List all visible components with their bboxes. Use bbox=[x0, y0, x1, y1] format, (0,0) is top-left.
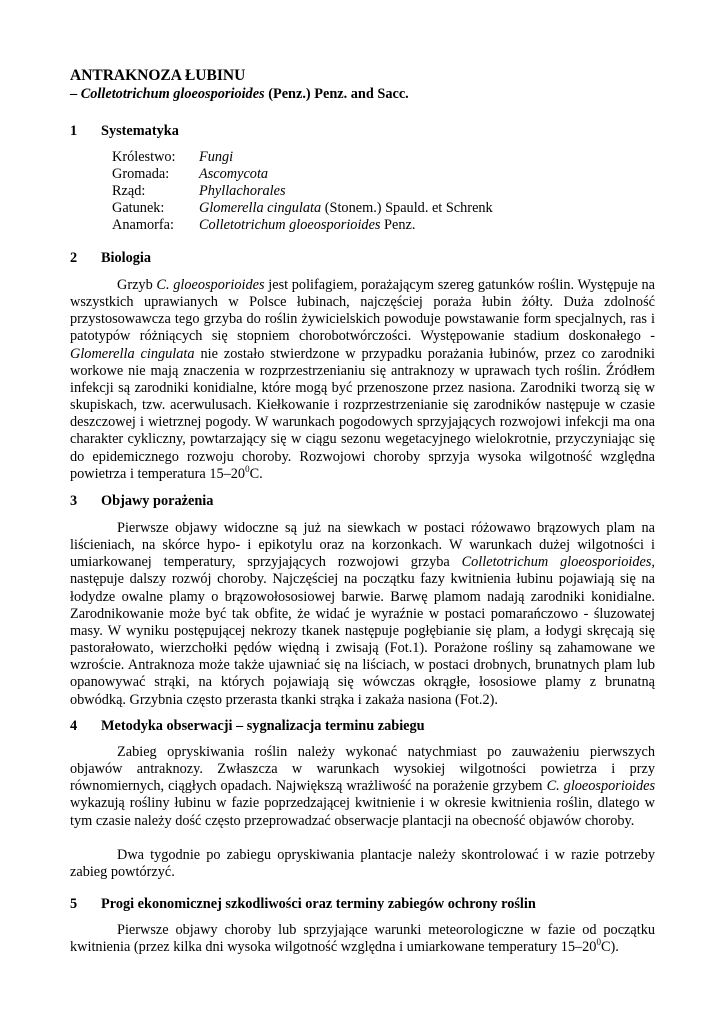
text-run: następuje dalszy rozwój choroby. Najczęściej na początku fazy kwitnienia łubinu pojawiają się na łodydze owalne plamy o brązowołososiowej barwie. Barwę plamom nadają zarodniki konidialne. Zarodnikowanie może być tak obfite, że widać je wyraźnie w postaci pomarańczowo - śluzowatej masy. W wyniku postępującej nekrozy tkanek następuje pogłębianie się plam, a łodygi skręcają się pastorałowato, wierzchołki pędów więdną i zwisają (Fot.1). Porażone rośliny są zahamowane we wzroście. Antraknoza może także ujawniać się na liściach, w postaci drobnych, brunatnych plam lub opanowywać strąki, na których pojawiają się wówczas okrągłe, łososiowe plamy z brunatną obwódką. Grzybnia często przerasta tkanki strąka i zakaża nasiona (Fot.2). bbox=[70, 571, 655, 708]
taxonomy-value-italic: Ascomycota bbox=[199, 166, 269, 182]
taxonomy-value-plain: (Stonem.) Spauld. et Schrenk bbox=[321, 200, 493, 216]
section-5-heading: Progi ekonomicznej szkodliwości oraz terminy zabiegów ochrony roślin bbox=[101, 896, 536, 912]
text-run: nie zostało stwierdzone w przypadku porażania łubinów, przez co zarodniki workowe nie mają znaczenia w rozprzestrzenianiu się antraknozy w uprawach tych roślin. Źródłem infekcji są zarodniki konidialne, które mogą być przenoszone przez nasiona. Zarodniki tworzą się w skupiskach, tzw. acerwulusach. Kiełkowanie i rozprzestrzenianie się zarodników następuje w czasie deszczowej i wietrznej pogody. W warunkach pogodowych sprzyjających rozwojowi infekcji ma ona charakter cykliczny, powtarzający się w ciągu sezonu wegetacyjnego wielokrotnie, przyczyniając się do epidemicznego rozwoju choroby. Rozwojowi choroby sprzyja wysoka wilgotność względna powietrza i temperatura 15–20 bbox=[70, 345, 656, 482]
section-5-number: 5 bbox=[70, 896, 78, 912]
species-name: Glomerella cingulata bbox=[70, 345, 195, 362]
taxonomy-label: Rząd: bbox=[112, 183, 146, 199]
section-3-number: 3 bbox=[70, 493, 78, 509]
taxonomy-value bbox=[199, 200, 493, 217]
text-run: wykazują rośliny łubinu w fazie poprzedzającej kwitnienie i w okresie kwitnienia roślin, dlatego w tym czasie należy dość często przeprowadzać obserwacje plantacji na obecność objawów choroby. bbox=[70, 795, 655, 829]
section-2-heading: Biologia bbox=[101, 250, 152, 266]
symptoms-paragraph bbox=[70, 520, 655, 709]
document-title: ANTRAKNOZA ŁUBINU bbox=[70, 67, 246, 84]
methods-paragraph-2: Dwa tygodnie po zabiegu opryskiwania plantacje należy skontrolować i w razie potrzeby zabieg powtórzyć. bbox=[70, 847, 655, 881]
taxonomy-row-anamorph bbox=[112, 217, 632, 234]
subtitle-species: Colletotrichum gloeosporioides bbox=[80, 86, 265, 102]
taxonomy-row-order bbox=[112, 183, 632, 200]
section-1-number: 1 bbox=[70, 123, 78, 139]
methods-paragraph-1 bbox=[70, 744, 655, 830]
text-run: Pierwsze objawy widoczne są już na siewkach w postaci różowawo brązowych plam na liścieniach, na skórce hypo- i epikotylu oraz na korzonkach. W warunkach dużej wilgotności i umiarkowanej temperatury, sprzyjających rozwojowi grzyba bbox=[70, 520, 655, 571]
taxonomy-value bbox=[199, 166, 268, 183]
taxonomy-row-kingdom bbox=[112, 149, 632, 166]
text-run: C. bbox=[249, 465, 263, 482]
taxonomy-value-italic: Fungi bbox=[199, 149, 234, 165]
degree-superscript: 0 bbox=[596, 937, 601, 948]
document-subtitle bbox=[70, 86, 409, 103]
taxonomy-value-italic: Glomerella cingulata bbox=[199, 200, 322, 216]
degree-superscript: 0 bbox=[245, 463, 250, 474]
taxonomy-value bbox=[199, 183, 286, 200]
taxonomy-row-phylum bbox=[112, 166, 632, 183]
section-1-heading: Systematyka bbox=[101, 123, 179, 139]
section-4-heading: Metodyka obserwacji – sygnalizacja terminu zabiegu bbox=[101, 718, 425, 734]
species-name: Colletotrichum gloeosporioides, bbox=[461, 554, 655, 571]
thresholds-paragraph bbox=[70, 922, 655, 956]
taxonomy-value-italic: Colletotrichum gloeosporioides bbox=[199, 217, 381, 233]
taxonomy-label: Anamorfa: bbox=[112, 217, 174, 233]
taxonomy-row-species bbox=[112, 200, 632, 217]
taxonomy-value bbox=[199, 217, 415, 234]
taxonomy-label: Gromada: bbox=[112, 166, 170, 182]
text-run: jest polifagiem, porażającym szereg gatunków roślin. Występuje na wszystkich uprawianych w Polsce łubinach, najczęściej poraża łubin żółty. Duża zdolność przystosowawcza tego grzyba do roślin żywicielskich powoduje powstawanie form specjalnych, ras i patotypów różniących się stopniem chorobotwórczości. Występowanie stadium doskonałego - bbox=[70, 277, 655, 345]
text-run: Zabieg opryskiwania roślin należy wykonać natychmiast po zauważeniu pierwszych objawów antraknozy. Zwłaszcza w warunkach wysokiej wilgotności powietrza i przy równomiernych, ciągłych opadach. Największą wrażliwość na porażenie grzybem bbox=[70, 744, 655, 795]
text-run: C). bbox=[600, 939, 619, 956]
taxonomy-value-italic: Phyllachorales bbox=[199, 183, 286, 199]
species-name: C. gloeosporioides bbox=[156, 277, 265, 293]
subtitle-authors: (Penz.) Penz. and Sacc. bbox=[264, 86, 409, 102]
section-3-heading: Objawy porażenia bbox=[101, 493, 214, 509]
section-4-number: 4 bbox=[70, 718, 78, 734]
text-run: Pierwsze objawy choroby lub sprzyjające warunki meteorologiczne w fazie od początku kwitnienia (przez kilka dni wysoka wilgotność względna i umiarkowane temperatury 15–20 bbox=[70, 922, 655, 956]
text-run: Grzyb bbox=[117, 277, 157, 293]
taxonomy-label: Gatunek: bbox=[112, 200, 165, 216]
taxonomy-value bbox=[199, 149, 233, 166]
section-2-number: 2 bbox=[70, 250, 78, 266]
taxonomy-label: Królestwo: bbox=[112, 149, 176, 165]
taxonomy-value-plain: Penz. bbox=[380, 217, 416, 233]
subtitle-dash: – bbox=[70, 86, 81, 102]
species-name: C. gloeosporioides bbox=[546, 778, 656, 795]
biology-paragraph bbox=[70, 277, 655, 483]
